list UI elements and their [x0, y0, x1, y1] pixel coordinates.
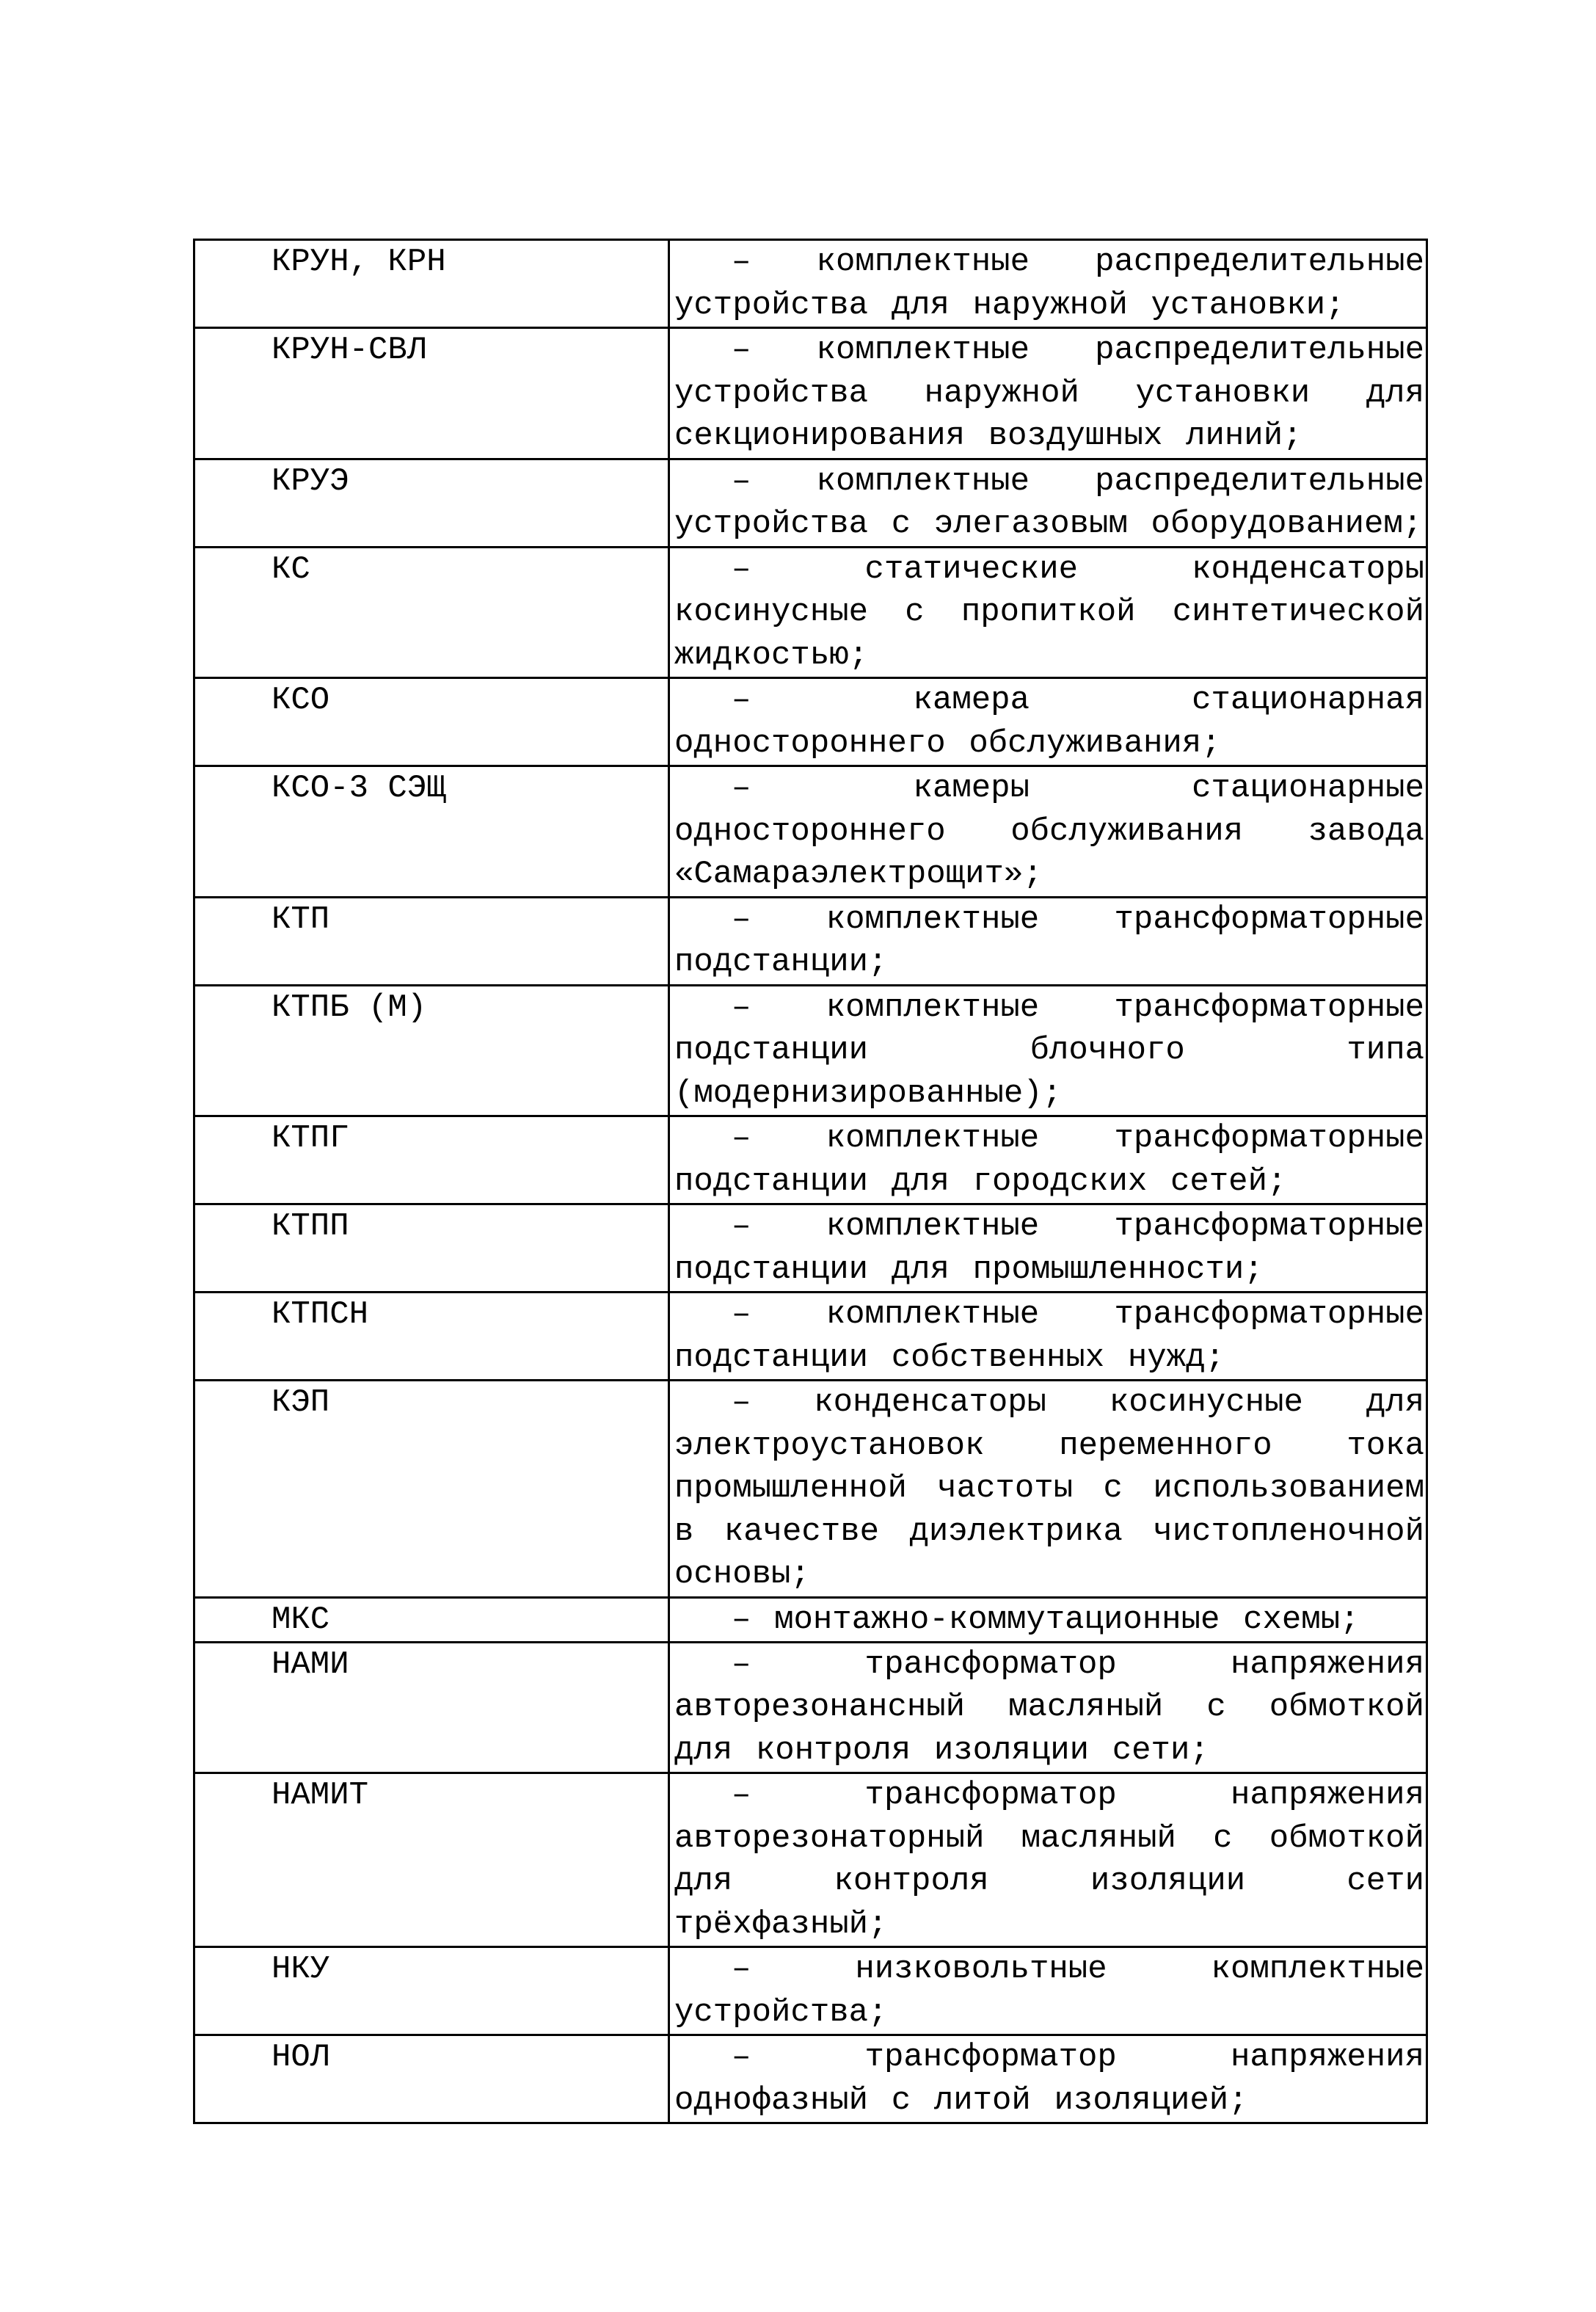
abbreviation-term: КЭП	[194, 1381, 669, 1598]
table-row	[194, 1642, 1427, 1773]
table-row	[194, 1597, 1427, 1642]
abbreviation-term: КСО	[194, 678, 669, 766]
abbreviation-term: КРУН-СВЛ	[194, 328, 669, 459]
table-row	[194, 547, 1427, 678]
abbreviation-definition: – низковольтные комплектные устройства;	[669, 1947, 1427, 2035]
abbreviation-definition: – статические конденсаторы косинусные с пропиткой синтетической жидкостью;	[669, 547, 1427, 678]
abbreviation-term: НАМИТ	[194, 1773, 669, 1947]
abbreviation-definition: – комплектные трансформаторные подстанции блочного типа (модернизированные);	[669, 985, 1427, 1116]
table-row	[194, 328, 1427, 459]
abbreviation-term: НОЛ	[194, 2035, 669, 2123]
table-row	[194, 240, 1427, 328]
abbreviation-term: КТПСН	[194, 1293, 669, 1381]
abbreviation-definition: – трансформатор напряжения авторезонансный масляный с обмоткой для контроля изоляции сети;	[669, 1642, 1427, 1773]
abbreviation-term: МКС	[194, 1597, 669, 1642]
table-row	[194, 985, 1427, 1116]
abbreviation-definition: – камеры стационарные одностороннего обслуживания завода «Самараэлектрощит»;	[669, 766, 1427, 898]
abbreviation-definition: – комплектные трансформаторные подстанции для промышленности;	[669, 1204, 1427, 1293]
abbreviation-term: КТП	[194, 897, 669, 985]
abbreviation-term: КТПБ (М)	[194, 985, 669, 1116]
table-row	[194, 2035, 1427, 2123]
abbreviation-definition: – комплектные распределительные устройства наружной установки для секционирования воздушных линий;	[669, 328, 1427, 459]
abbreviation-term: НАМИ	[194, 1642, 669, 1773]
table-row	[194, 459, 1427, 547]
abbreviation-definition: – камера стационарная одностороннего обслуживания;	[669, 678, 1427, 766]
abbreviation-definition: – комплектные трансформаторные подстанции собственных нужд;	[669, 1293, 1427, 1381]
abbreviation-term: КТПГ	[194, 1116, 669, 1204]
abbreviation-definition: – монтажно-коммутационные схемы;	[669, 1597, 1427, 1642]
abbreviation-term: КТПП	[194, 1204, 669, 1293]
abbreviation-definition: – трансформатор напряжения авторезонаторный масляный с обмоткой для контроля изоляции сети трёхфазный;	[669, 1773, 1427, 1947]
table-row	[194, 897, 1427, 985]
abbreviation-term: КРУН, КРН	[194, 240, 669, 328]
table-row	[194, 1116, 1427, 1204]
abbreviation-definition: – комплектные трансформаторные подстанции;	[669, 897, 1427, 985]
abbreviation-term: НКУ	[194, 1947, 669, 2035]
table-row	[194, 1293, 1427, 1381]
abbreviation-definition: – комплектные распределительные устройства для наружной установки;	[669, 240, 1427, 328]
table-row	[194, 1381, 1427, 1598]
abbreviation-definition: – комплектные распределительные устройства с элегазовым оборудованием;	[669, 459, 1427, 547]
table-row	[194, 678, 1427, 766]
table-row	[194, 1204, 1427, 1293]
abbreviation-definition: – трансформатор напряжения однофазный с литой изоляцией;	[669, 2035, 1427, 2123]
table-row	[194, 766, 1427, 898]
abbreviation-definition: – комплектные трансформаторные подстанции для городских сетей;	[669, 1116, 1427, 1204]
abbreviation-definition: – конденсаторы косинусные для электроустановок переменного тока промышленной частоты с использованием в качестве диэлектрика чистопленочной основы;	[669, 1381, 1427, 1598]
abbreviation-term: КС	[194, 547, 669, 678]
abbreviations-table	[193, 239, 1428, 2124]
table-row	[194, 1773, 1427, 1947]
table-row	[194, 1947, 1427, 2035]
abbreviation-term: КСО-3 СЭЩ	[194, 766, 669, 898]
abbreviation-term: КРУЭ	[194, 459, 669, 547]
